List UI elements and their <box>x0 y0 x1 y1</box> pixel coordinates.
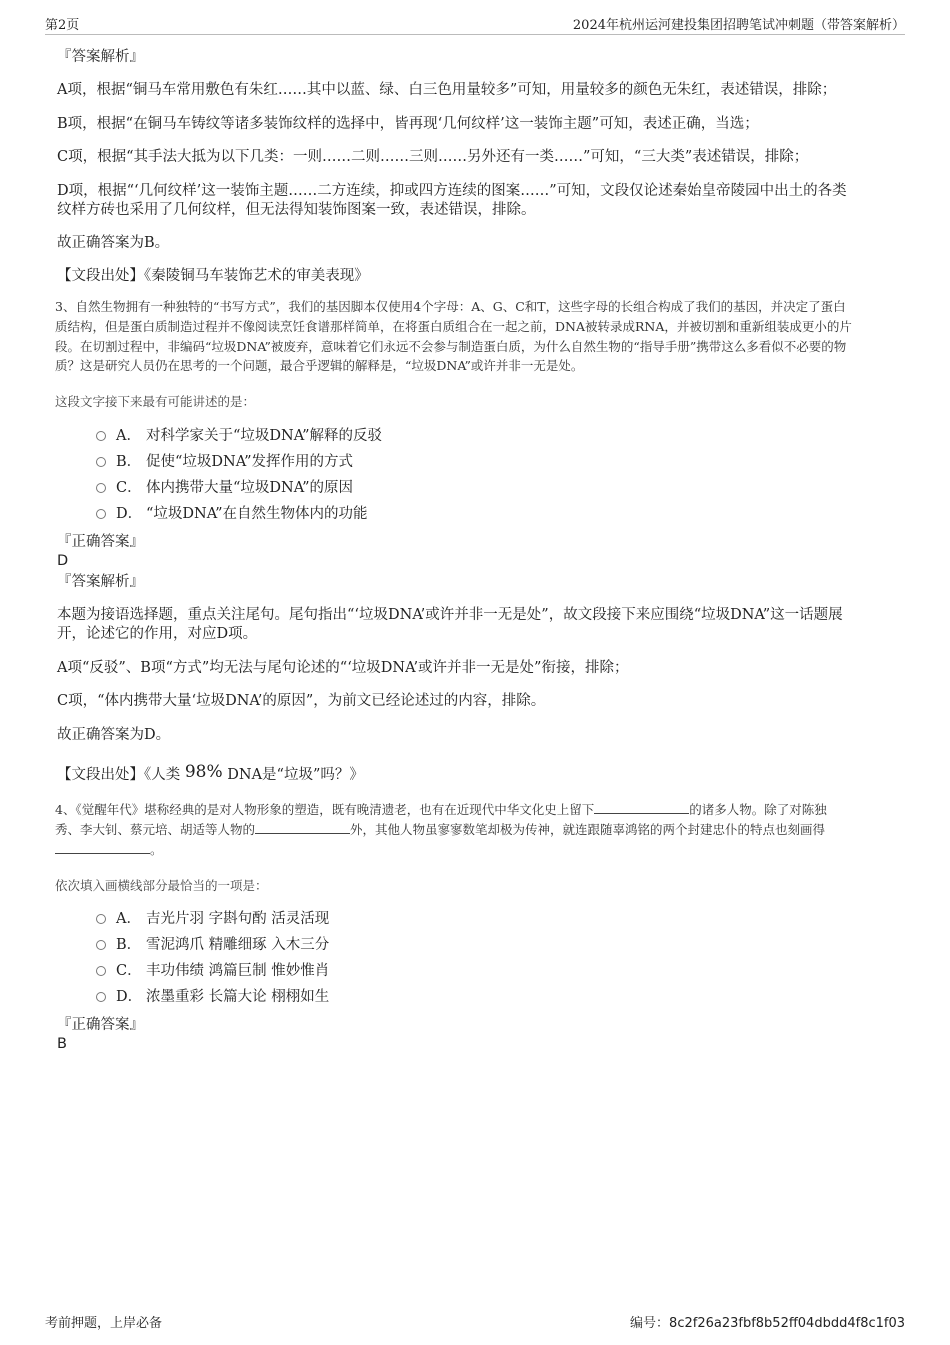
radio-icon[interactable] <box>96 509 106 519</box>
q3-analysis-p1-line1: 本题为接语选择题，重点关注尾句。尾句指出“‘垃圾DNA’或许并非一无是处”，故文段接下来应围绕“垃圾DNA”这一话题展 <box>57 607 843 623</box>
q2-analysis-heading: 『答案解析』 <box>57 49 144 65</box>
q4-option-b[interactable]: B． 雪泥鸿爪 精雕细琢 入木三分 <box>96 935 329 955</box>
radio-icon[interactable] <box>96 992 106 1002</box>
q3-stem-line2: 质结构，但是蛋白质制造过程并不像阅读烹饪食谱那样简单，在将蛋白质组合在一起之前，DNA被转录成RNA，并被切割和重新组装成更小的片 <box>55 319 852 334</box>
q3-stem-line1: 3、自然生物拥有一种独特的“书写方式”，我们的基因脚本仅使用4个字母：A、G、C和T，这些字母的长组合构成了我们的基因，并决定了蛋白 <box>55 299 846 314</box>
page-number: 第2页 <box>45 18 80 33</box>
radio-icon[interactable] <box>96 457 106 467</box>
q4-answer: B <box>57 1036 67 1052</box>
q2-analysis-c: C项，根据“其手法大抵为以下几类：一则……二则……三则……另外还有一类……”可知，“三大类”表述错误，排除； <box>57 149 809 165</box>
q3-option-b[interactable]: B． 促使“垃圾DNA”发挥作用的方式 <box>96 452 353 472</box>
q3-option-c[interactable]: C． 体内携带大量“垃圾DNA”的原因 <box>96 478 353 498</box>
q4-stem-line3: 。 <box>55 840 905 860</box>
q3-option-a[interactable]: A． 对科学家关于“垃圾DNA”解释的反驳 <box>96 426 382 446</box>
q4-option-c[interactable]: C． 丰功伟绩 鸿篇巨制 惟妙惟肖 <box>96 961 329 981</box>
q3-option-d[interactable]: D． “垃圾DNA”在自然生物体内的功能 <box>96 504 367 524</box>
q3-analysis-p1-line2: 开，论述它的作用，对应D项。 <box>57 626 258 642</box>
q3-source: 【文段出处】《人类 98% DNA是“垃圾”吗？》 <box>57 762 364 783</box>
q4-option-d[interactable]: D． 浓墨重彩 长篇大论 栩栩如生 <box>96 987 329 1007</box>
fill-blank-2 <box>255 821 350 834</box>
radio-icon[interactable] <box>96 483 106 493</box>
q3-stem-line3: 段。在切割过程中，非编码“垃圾DNA”被废弃，意味着它们永远不会参与制造蛋白质，为什么自然生物的“指导手册”携带这么多看似不必要的物 <box>55 339 847 354</box>
q4-option-a[interactable]: A． 吉光片羽 字斟句酌 活灵活现 <box>96 909 329 929</box>
q3-answer-heading: 『正确答案』 <box>57 534 144 550</box>
q4-stem-line1: 4、《觉醒年代》堪称经典的是对人物形象的塑造，既有晚清遗老，也有在近现代中华文化史上留下 的诸多人物。除了对陈独 <box>55 802 827 817</box>
q3-analysis-heading: 『答案解析』 <box>57 574 144 590</box>
q2-conclusion: 故正确答案为B。 <box>57 235 170 251</box>
radio-icon[interactable] <box>96 431 106 441</box>
q2-analysis-d-line2: 纹样方砖也采用了几何纹样，但无法得知装饰图案一致，表述错误，排除。 <box>57 202 536 218</box>
q2-analysis-b: B项，根据“在铜马车铸纹等诸多装饰纹样的选择中，皆再现‘几何纹样’这一装饰主题”可知，表述正确，当选； <box>57 116 759 132</box>
q4-answer-heading: 『正确答案』 <box>57 1017 144 1033</box>
document-title: 2024年杭州运河建投集团招聘笔试冲刺题（带答案解析） <box>572 18 905 33</box>
q4-question: 依次填入画横线部分最恰当的一项是： <box>55 878 268 893</box>
percent-value: 98% <box>184 762 223 782</box>
fill-blank-1 <box>594 801 689 814</box>
fill-blank-3 <box>55 841 150 854</box>
q3-stem-line4: 质？这是研究人员仍在思考的一个问题，最合乎逻辑的解释是，“垃圾DNA”或许并非一无是处。 <box>55 358 584 373</box>
q3-analysis-p2: A项“反驳”、B项“方式”均无法与尾句论述的“‘垃圾DNA’或许并非一无是处”衔接，排除； <box>57 660 629 676</box>
q2-analysis-d-line1: D项，根据“‘几何纹样’这一装饰主题……二方连续，抑或四方连续的图案……”可知，文段仅论述秦始皇帝陵园中出土的各类 <box>57 183 847 199</box>
q4-stem-line2: 秀、李大钊、蔡元培、胡适等人物的 外，其他人物虽寥寥数笔却极为传神，就连跟随辜鸿铭的两个封建忠仆的特点也刻画得 <box>55 822 826 837</box>
q3-analysis-p3: C项，“体内携带大量‘垃圾DNA’的原因”，为前文已经论述过的内容，排除。 <box>57 693 546 709</box>
q3-answer: D <box>57 553 69 569</box>
page-header <box>45 14 905 35</box>
q3-question: 这段文字接下来最有可能讲述的是： <box>55 394 256 409</box>
footer-slogan: 考前押题，上岸必备 <box>45 1316 163 1331</box>
radio-icon[interactable] <box>96 966 106 976</box>
radio-icon[interactable] <box>96 914 106 924</box>
document-code: 编号：8c2f26a23fbf8b52ff04dbdd4f8c1f03 <box>630 1316 905 1331</box>
q3-conclusion: 故正确答案为D。 <box>57 727 171 743</box>
radio-icon[interactable] <box>96 940 106 950</box>
q2-source: 【文段出处】《秦陵铜马车装饰艺术的审美表现》 <box>57 268 369 284</box>
q2-analysis-a: A项，根据“铜马车常用敷色有朱红……其中以蓝、绿、白三色用量较多”可知，用量较多的颜色无朱红，表述错误，排除； <box>57 82 837 98</box>
